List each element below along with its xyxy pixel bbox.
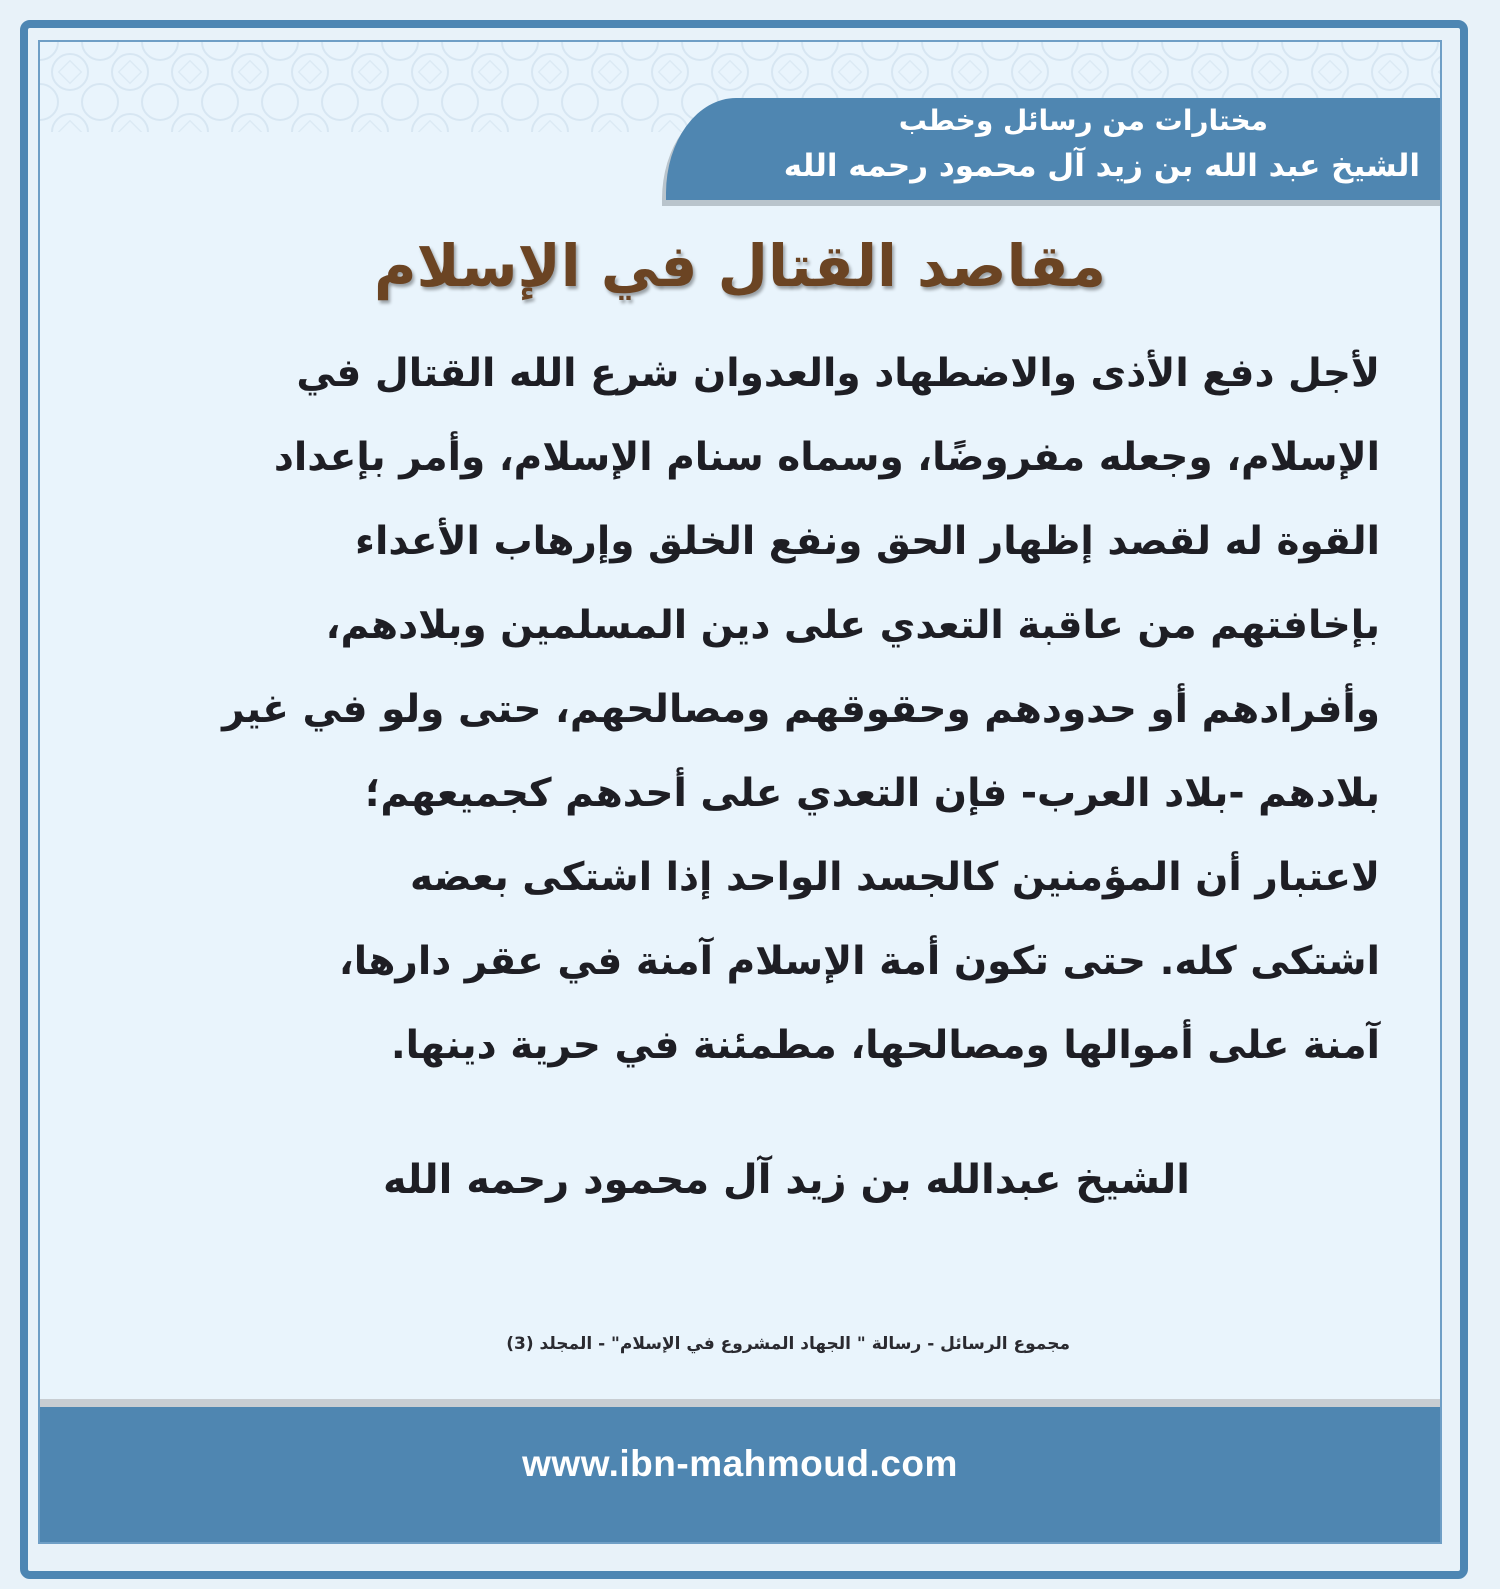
author-signature: الشيخ عبدالله بن زيد آل محمود رحمه الله (383, 1157, 1190, 1203)
page-title: مقاصد القتال في الإسلام (373, 232, 1107, 300)
body-line: اشتكى كله. حتى تكون أمة الإسلام آمنة في عقر دارها، (338, 939, 1380, 984)
header-author: الشيخ عبد الله بن زيد آل محمود رحمه الله (783, 148, 1420, 184)
body-line: الإسلام، وجعله مفروضًا، وسماه سنام الإسلام، وأمر بإعداد (273, 435, 1380, 480)
footer-bar (40, 1407, 1440, 1542)
body-line: القوة له لقصد إظهار الحق ونفع الخلق وإرهاب الأعداء (355, 519, 1380, 564)
article-body (100, 332, 1380, 1088)
body-line: بإخافتهم من عاقبة التعدي على دين المسلمين وبلادهم، (325, 603, 1380, 648)
body-line: لاعتبار أن المؤمنين كالجسد الواحد إذا اشتكى بعضه (409, 855, 1380, 900)
source-citation: مجموع الرسائل - رسالة " الجهاد المشروع في الإسلام" - المجلد (3) (506, 1334, 1070, 1354)
header-series-title: مختارات من رسائل وخطب (898, 104, 1268, 137)
card (38, 40, 1442, 1544)
body-line: وأفرادهم أو حدودهم وحقوقهم ومصالحهم، حتى ولو في غير (222, 687, 1380, 732)
body-line: لأجل دفع الأذى والاضطهاد والعدوان شرع الله القتال في (296, 351, 1380, 396)
website-link[interactable]: www.ibn-mahmoud.com (522, 1443, 958, 1484)
body-line: آمنة على أموالها ومصالحها، مطمئنة في حرية دينها. (390, 1023, 1380, 1068)
body-line: بلادهم -بلاد العرب- فإن التعدي على أحدهم كجميعهم؛ (364, 771, 1380, 816)
header-banner (666, 98, 1440, 200)
